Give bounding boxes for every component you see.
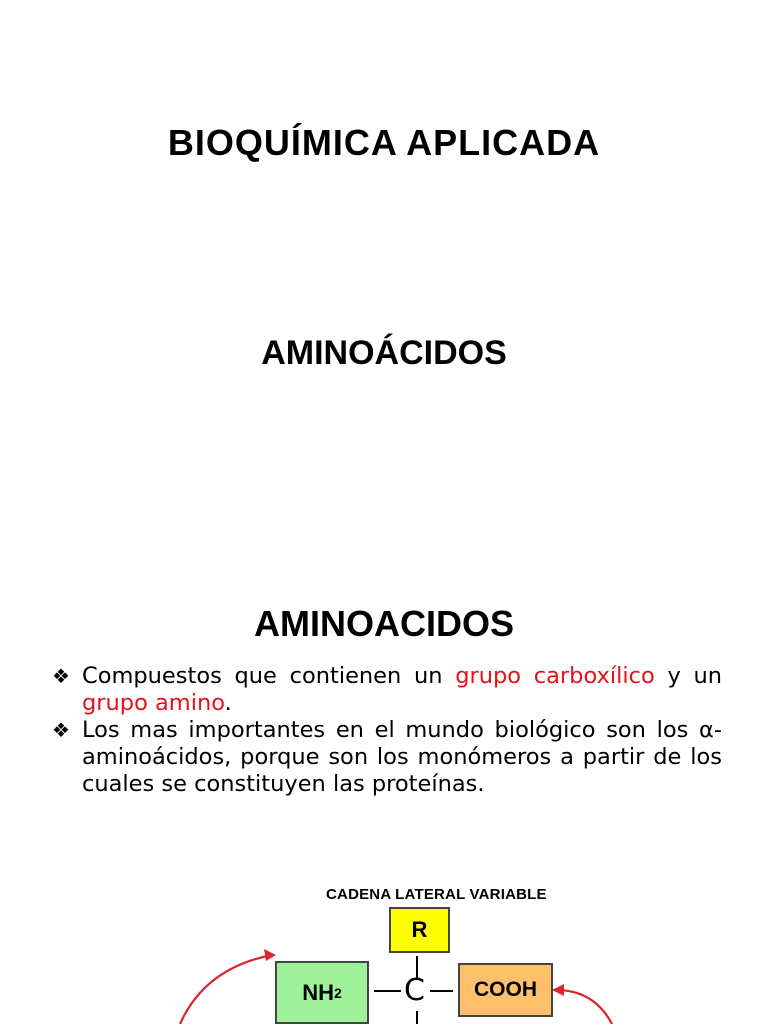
amino-group-box	[275, 961, 369, 1024]
bullet-list	[52, 663, 722, 798]
bullet-text: Compuestos que contienen un	[82, 663, 456, 689]
bullet-item-definition	[52, 663, 722, 717]
slide-subtitle: AMINOÁCIDOS	[261, 334, 507, 372]
diagram-label: CADENA LATERAL VARIABLE	[326, 886, 547, 903]
bullet-item-importance	[52, 717, 722, 798]
diamond-bullet-icon: ❖	[52, 718, 70, 742]
r-label: R	[411, 917, 428, 942]
arrow-left-curve	[180, 955, 272, 1024]
slide-title: BIOQUÍMICA APLICADA	[167, 122, 601, 163]
alpha-carbon-label: C	[404, 973, 425, 1008]
bullet-text: Los mas importantes en el mundo biológico son los α-aminoácidos, porque son los monómeros a partir de los cuales se constituyen las proteínas.	[82, 717, 722, 797]
diamond-bullet-icon: ❖	[52, 664, 70, 688]
bullet-text: .	[224, 690, 232, 716]
highlight-carboxyl: grupo carboxílico	[455, 663, 655, 689]
cooh-label: COOH	[474, 978, 537, 1001]
r-group-box	[389, 907, 450, 953]
arrow-right-head	[552, 984, 564, 996]
highlight-amino: grupo amino	[82, 690, 225, 716]
bullet-text: y un	[654, 663, 722, 689]
amino-acid-diagram	[0, 870, 768, 1024]
carboxyl-group-box	[458, 963, 553, 1017]
arrow-right-curve	[556, 990, 612, 1024]
arrow-left-head	[264, 949, 276, 961]
nh-label: NH	[302, 979, 334, 1005]
section-title: AMINOACIDOS	[254, 603, 514, 644]
nh-subscript: 2	[333, 984, 342, 1001]
